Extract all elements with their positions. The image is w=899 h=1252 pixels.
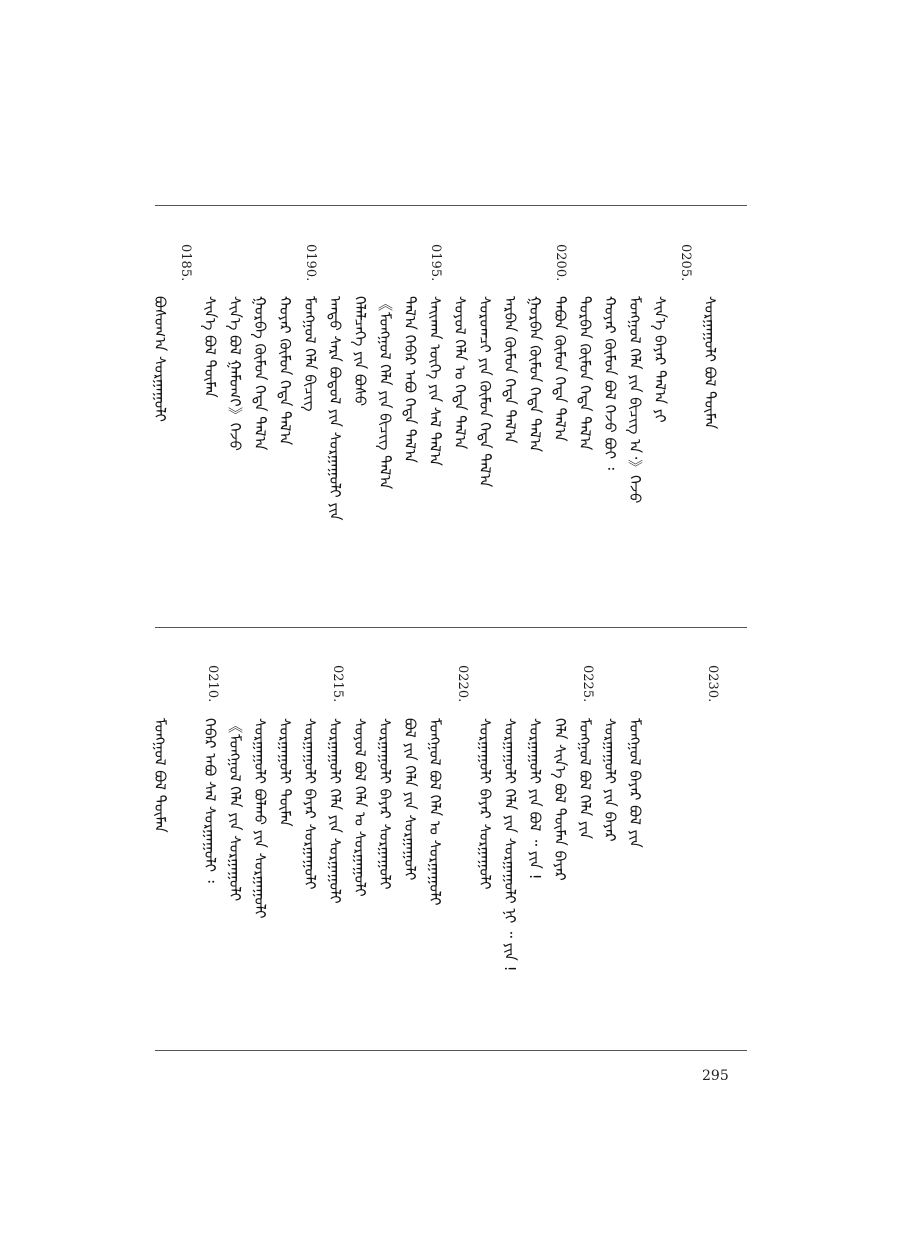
line-number: 0200. — [553, 244, 568, 282]
text-line: ᠰᠠᠢᠬᠠᠨ ᠦᠭᠡ ᠶᠢᠨ ᠰᠠᠯ ᠲᠠᠯ᠎ᠠ — [426, 296, 444, 466]
text-line: ᠬᠡᠯᠡ ᠰᠢᠨ᠎ᠡ ᠪᠣᠯ ᠲᠦᠮᠡᠨ ᠪᠠᠶᠠᠷ — [551, 718, 569, 881]
text-line: ᠰᠤᠷᠭᠠᠭᠤᠯᠢ ᠲᠦᠮᠡᠨ — [276, 718, 294, 827]
top-rule — [155, 205, 747, 206]
text-line: ᠰᠤᠷᠭᠠᠭᠤᠯᠢ ᠪᠠᠶᠠᠷ ᠰᠤᠷᠭᠠᠭᠤᠯᠢ — [376, 718, 394, 890]
line-number: 0230. — [705, 665, 720, 703]
text-line: ᠰᠤᠷᠭᠠᠭᠤᠯᠢ ᠬᠡᠯᠡ ᠶᠢᠨ ᠰᠤᠷᠭᠠᠭᠤᠯᠢ ᠨᠢ ᠃ ᠶᠢᠨ ! — [501, 718, 519, 972]
text-line: ᠰᠤᠷᠭᠠᠭᠤᠯᠢ ᠬᠡᠯᠡ ᠶᠢᠨ ᠰᠤᠷᠭᠠᠭᠤᠯᠢ — [326, 718, 344, 904]
text-line: ᠰᠤᠷᠭᠠᠭᠤᠯᠢ ᠪᠠᠶᠠᠷ ᠰᠤᠷᠭᠠᠭᠤᠯᠢ — [301, 718, 319, 890]
text-line: ᠰᠤᠷᠭᠠᠭᠤᠯᠢ ᠪᠣᠯ ᠲᠦᠮᠡᠨ — [701, 296, 719, 430]
text-line: ᠮᠣᠩᠭᠣᠯ ᠬᠡᠯᠡ ᠶᠢᠨ ᠪᠢᠴᠢᠭ ᠠ᠂》ᠭᠡᠵᠦ — [626, 296, 644, 504]
text-line: ᠬᠡᠯᠡᠯᠴᠡᠭᠡ ᠶᠢᠨ ᠪᠤᠰᠤ — [351, 296, 369, 407]
text-line: 《ᠮᠣᠩᠭᠣᠯ ᠬᠡᠯᠡ ᠶᠢᠨ ᠰᠤᠷᠭᠠᠭᠤᠯᠢ — [226, 718, 244, 902]
text-line: ᠰᠢᠨ᠎ᠡ ᠪᠣᠯ ᠭᠠᠮᠤᠭ᠎ᠢ᠋》ᠭᠡᠵᠦ — [226, 296, 244, 451]
bottom-rule — [155, 1050, 747, 1051]
line-number: 0190. — [303, 244, 318, 282]
text-line: ᠪᠣᠰᠣᠭ᠎ᠠ ᠰᠤᠷᠭᠠᠭᠤᠯᠢ — [151, 296, 169, 422]
text-line: ᠰᠢᠨ᠎ᠡ ᠪᠠᠶᠠᠷ ᠲᠠᠯ᠎ᠠ ᠶᠢ — [651, 296, 669, 423]
text-line: ᠰᠤᠷᠭᠠᠭᠤᠯᠢ ᠶᠢᠨ ᠪᠠᠶᠠᠷ — [601, 718, 619, 842]
text-line: ᠰᠣᠶᠣᠯ ᠬᠡᠯᠡ ᠣ ᠭᠡᠳᠡ ᠲᠠᠯ᠎ᠠ — [451, 296, 469, 450]
text-line: ᠮᠣᠩᠭᠣᠯ ᠪᠣᠯ ᠬᠡᠯᠡ ᠶᠢᠨ — [576, 718, 594, 839]
text-line: ᠰᠢᠨ᠎ᠡ ᠪᠣᠯ ᠲᠦᠮᠡᠨ — [201, 296, 219, 398]
text-line: ᠭᠤᠷᠪᠠᠨ ᠬᠦᠮᠦᠨ ᠭᠡᠳᠡ ᠲᠠᠯ᠎ᠠ — [526, 296, 544, 453]
line-number: 0225. — [580, 665, 595, 703]
text-line: ᠬᠣᠶᠠᠷ ᠬᠦᠮᠦᠨ ᠭᠡᠳᠡ ᠲᠠᠯ᠎ᠠ — [276, 296, 294, 446]
middle-rule — [155, 627, 747, 628]
text-line: ᠠᠷᠪᠠᠨ ᠬᠦᠮᠦᠨ ᠭᠡᠳᠡ ᠲᠠᠯ᠎ᠠ — [501, 296, 519, 444]
line-number: 0215. — [330, 665, 345, 703]
text-line: ᠮᠣᠩᠭᠣᠯ ᠪᠣᠯ ᠬᠡᠯᠡ ᠣ ᠰᠤᠷᠭᠠᠭᠤᠯᠢ — [426, 718, 444, 906]
text-line: ᠳᠣᠷᠪᠡᠨ ᠬᠦᠮᠦᠨ ᠭᠡᠳᠡ ᠲᠠᠯ᠎ᠠ — [576, 296, 594, 451]
text-line: ᠰᠤᠷᠭᠠᠭᠤᠯᠢ ᠪᠣᠯᠬᠤ ᠶᠢᠨ ᠰᠤᠷᠭᠠᠭᠤᠯᠢ — [251, 718, 269, 919]
line-number: 0205. — [678, 244, 693, 282]
text-line: ᠮᠣᠩᠭᠣᠯ ᠪᠠᠶᠠᠷ ᠪᠣᠯ ᠶᠢᠨ — [626, 718, 644, 848]
text-line: ᠭᠣᠷᠪᠠ ᠬᠦᠮᠦᠨ ᠭᠡᠳᠡ ᠲᠠᠯ᠎ᠠ — [251, 296, 269, 451]
text-line: ᠬᠣᠶᠠᠷ ᠬᠦᠮᠦᠨ ᠪᠣᠯ ᠭᠡᠵᠦ ᠪᠤᠢ ᠄ — [601, 296, 619, 470]
line-number: 0185. — [178, 244, 193, 282]
line-number: 0220. — [455, 665, 470, 703]
page-number: 295 — [702, 1068, 729, 1084]
text-line: ᠮᠣᠩᠭᠣᠯ ᠬᠡᠯᠡ ᠪᠢᠴᠢᠭ — [301, 296, 319, 412]
text-line: ᠮᠣᠩᠭᠣᠯ ᠪᠣᠯ ᠲᠦᠮᠡᠨ — [151, 718, 169, 833]
text-line: ᠰᠤᠷᠭᠠᠭᠤᠯᠢ ᠪᠠᠶᠠᠷ ᠰᠤᠷᠭᠠᠭᠤᠯᠢ — [476, 718, 494, 890]
text-line: ᠲᠠᠪᠤᠨ ᠬᠦᠮᠦᠨ ᠭᠡᠳᠡ ᠲᠠᠯ᠎ᠠ — [551, 296, 569, 442]
text-line: ᠠᠨᠳᠤ ᠰᠠᠷᠠ ᠪᠣᠳᠤᠯ ᠶᠢᠨ ᠰᠤᠷᠭᠠᠭᠤᠯᠢ ᠶᠢᠨ — [326, 296, 344, 521]
text-line: 《ᠮᠣᠩᠭᠣᠯ ᠬᠡᠯᠡ ᠶᠢᠨ ᠪᠢᠴᠢᠭ ᠲᠠᠯ᠎ᠠ — [376, 296, 394, 490]
text-line: ᠪᠣᠯ ᠶᠢᠨ ᠬᠡᠯᠡ ᠶᠢᠨ ᠰᠤᠷᠭᠠᠭᠤᠯᠢ — [401, 718, 419, 881]
text-line: ᠰᠣᠶᠣᠯ ᠪᠣᠯ ᠬᠡᠯᠡ ᠣ ᠰᠤᠷᠭᠠᠭᠤᠯᠢ — [351, 718, 369, 897]
text-line: ᠲᠠᠯ᠎ᠠ ᠬᠡᠪᠡᠷ ᠠᠪᠤ ᠭᠡᠳᠡ ᠲᠠᠯ᠎ᠠ — [401, 296, 419, 463]
text-line: ᠬᠡᠪᠡᠷ ᠠᠪᠤ ᠰᠠᠯ ᠰᠤᠷᠭᠠᠭᠤᠯᠢ ᠄ — [201, 718, 219, 883]
text-line: ᠰᠤᠷᠤᠭᠴᠢ ᠶᠢᠨ ᠬᠦᠮᠦᠨ ᠭᠡᠳᠡ ᠲᠠᠯ᠎ᠠ — [476, 296, 494, 488]
text-line: ᠰᠤᠷᠭᠠᠭᠤᠯᠢ ᠶᠢᠨ ᠪᠣᠯ ᠃ ᠶᠢᠨ ! — [526, 718, 544, 880]
line-number: 0195. — [428, 244, 443, 282]
line-number: 0210. — [205, 665, 220, 703]
